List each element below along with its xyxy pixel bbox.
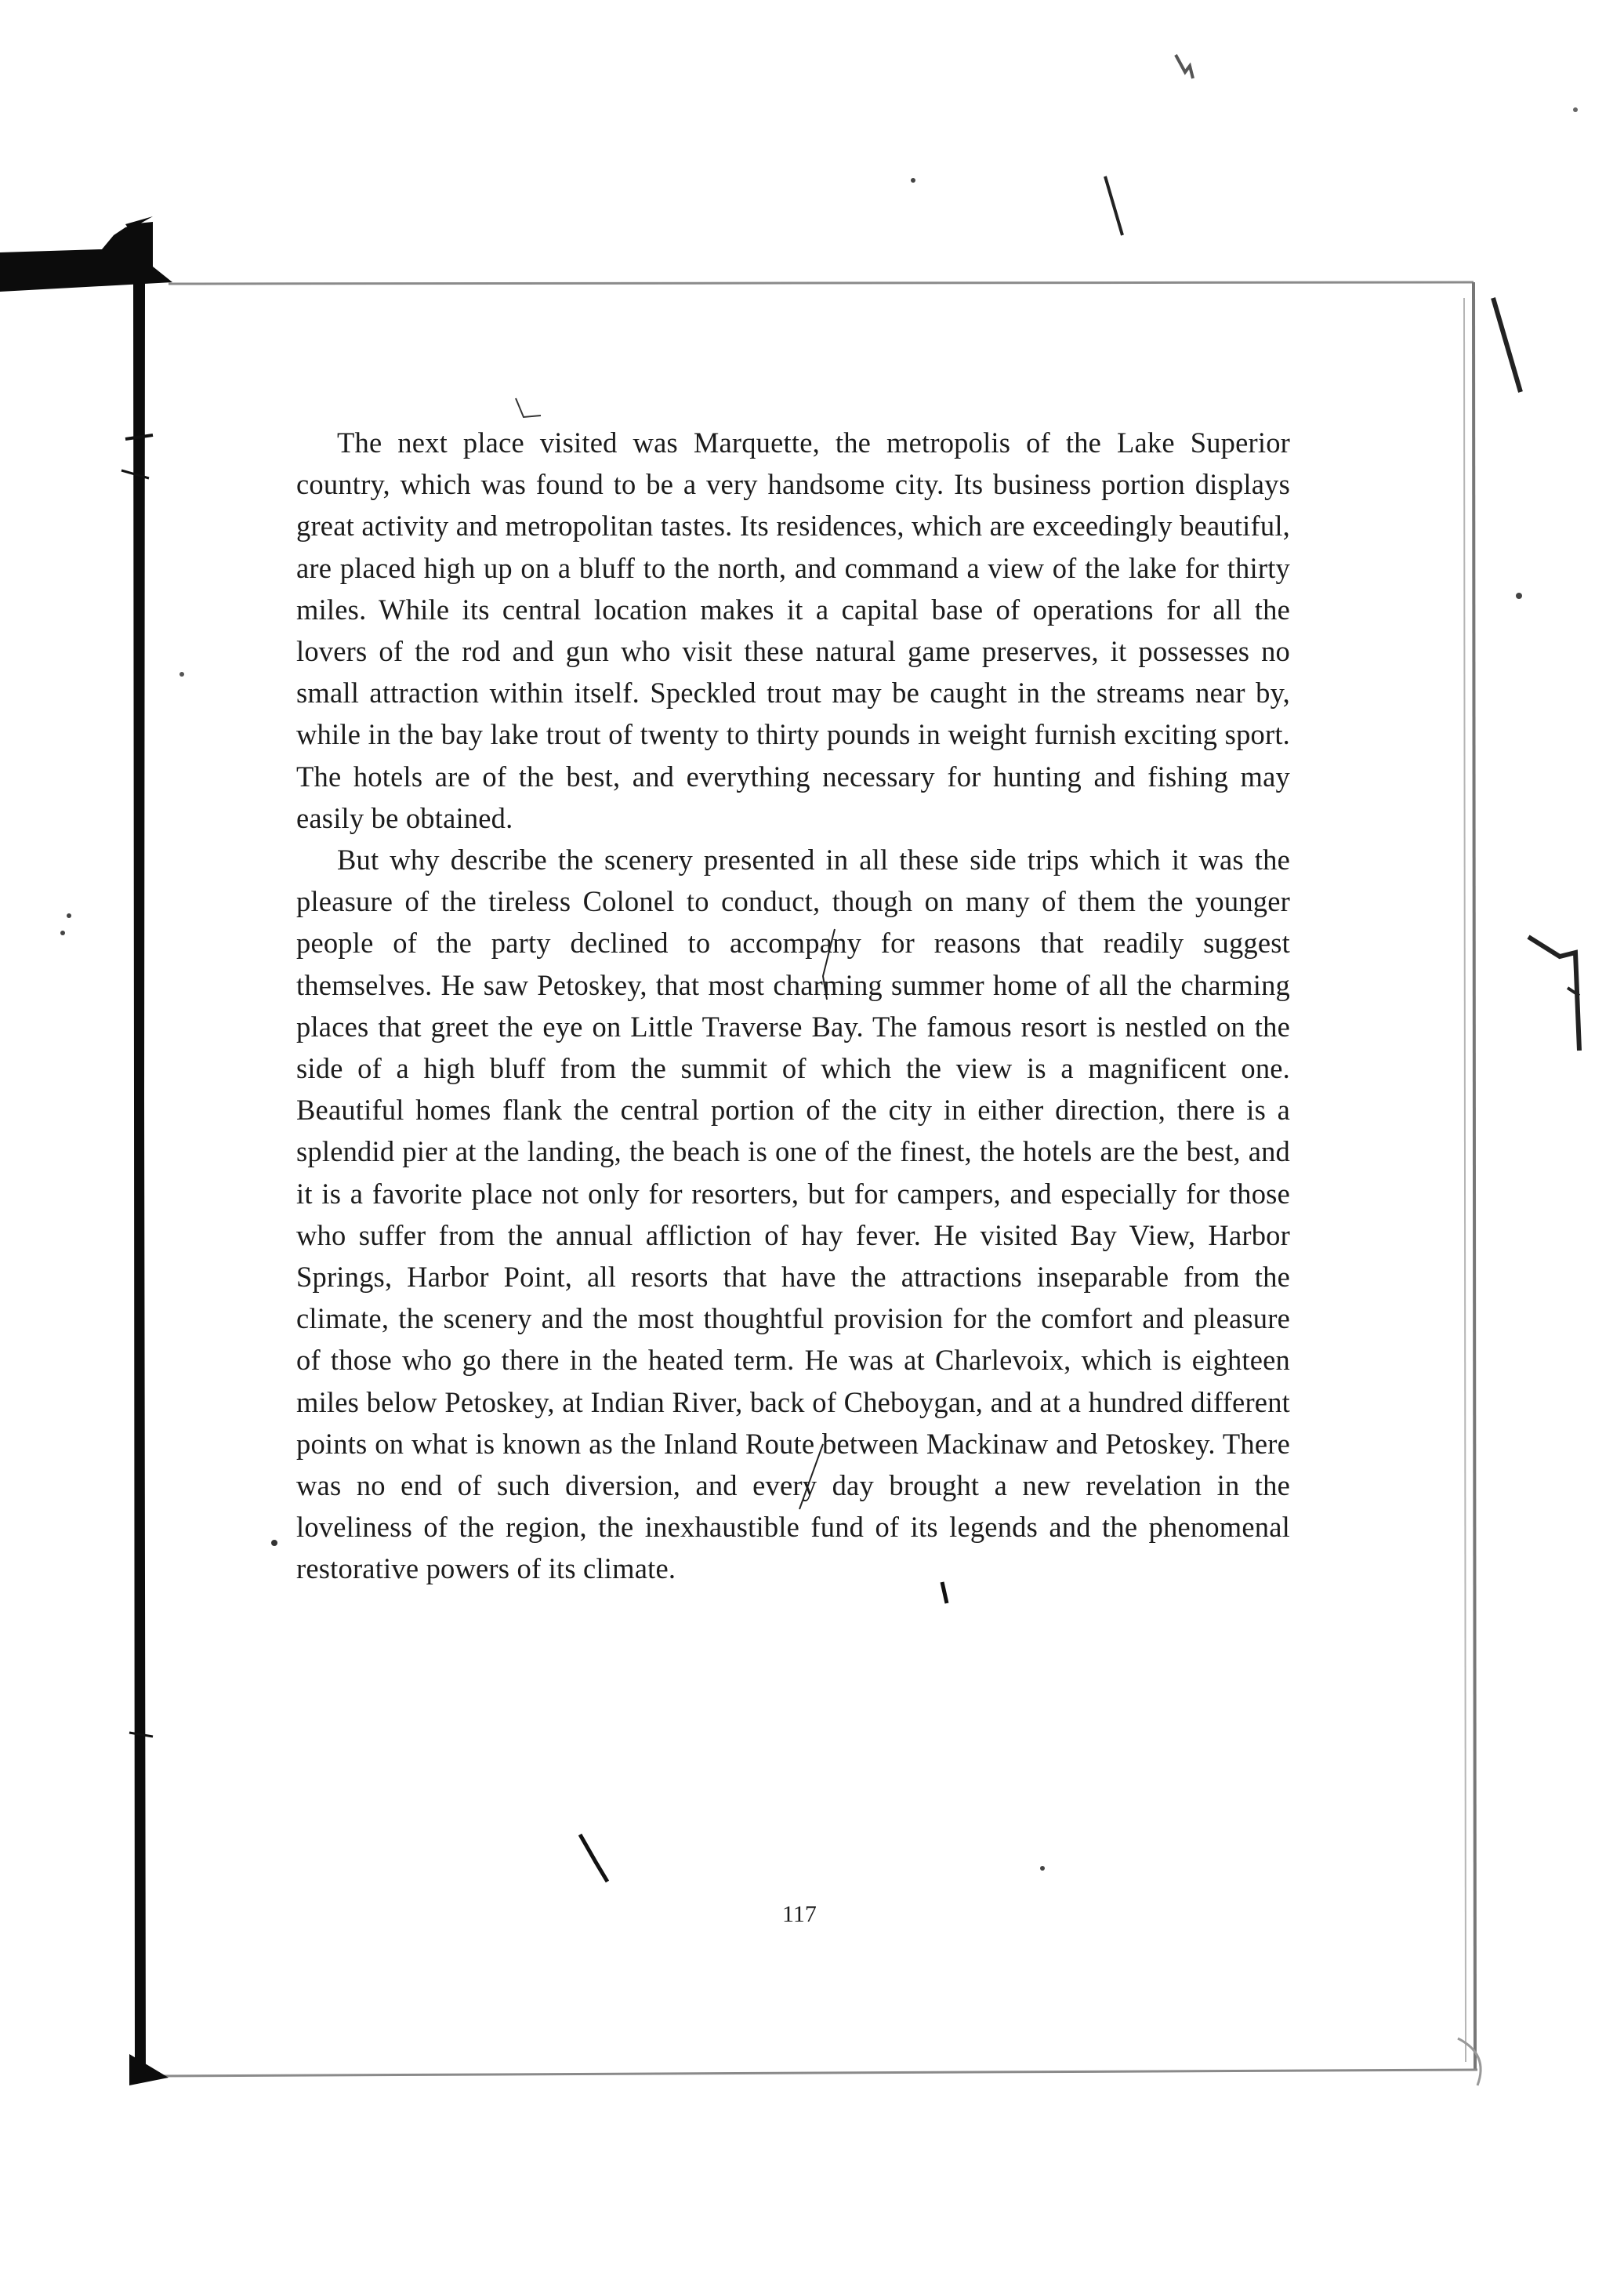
paragraph-side-trips: But why describe the scenery presented in all these side trips which it was the pleasure of the tireless Colonel to conduct, though on many of them the younger people of the party declined to accompany for reasons that readily suggest themselves. He saw Petoskey, that most charming summer home of all the charming places that greet the eye on Little Traverse Bay. The famous resort is nestled on the side of a high bluff from the summit of which the view is a magnificent one. Beautiful homes flank the central portion of the city in either direction, there is a splendid pier at the landing, the beach is one of the finest, the hotels are the best, and it is a favorite place not only for resorters, but for campers, and especially for those who suffer from the annual affliction of hay fever. He visited Bay View, Harbor Springs, Harbor Point, all resorts that have the attractions inseparable from the climate, the scenery and the most thoughtful provision for the comfort and pleasure of those who go there in the heated term. He was at Charlevoix, which is eighteen miles below Petoskey, at Indian River, back of Cheboygan, and at a hundred different points on what is known as the Inland Route between Mackinaw and Petoskey. There was no end of such diversion, and every day brought a new revelation in the loveliness of the region, the inexhaustible fund of its legends and the phenomenal restorative powers of its climate. — [296, 844, 1290, 1585]
binding-vertical — [133, 282, 146, 2070]
stray-mark-right-2 — [1528, 937, 1579, 1051]
dust-dot-4 — [67, 913, 71, 918]
page-number: 117 — [782, 1901, 817, 1927]
body-text — [296, 422, 1290, 1590]
dust-dot-2 — [911, 178, 915, 183]
dust-dot-7 — [271, 1540, 277, 1546]
binding-top-shadow — [0, 222, 172, 292]
binding-tick-1 — [125, 435, 153, 439]
pen-mark-4 — [580, 1835, 607, 1882]
page-top-edge — [169, 282, 1474, 284]
dust-dot-5 — [60, 931, 65, 935]
page-right-edge-inner — [1464, 298, 1466, 2062]
page-bottom-curl — [1458, 2038, 1481, 2085]
stray-mark-top — [1176, 55, 1193, 78]
binding-foot — [129, 2054, 169, 2085]
page-right-edge — [1474, 282, 1475, 2070]
page-bottom-edge — [161, 2070, 1477, 2076]
paragraph-marquette: The next place visited was Marquette, the metropolis of the Lake Superior country, which was found to be a very handsome city. Its business portion displays great activity and metropolitan tastes. Its residences, which are exceedingly beautiful, are placed high up on a bluff to the north, and command a view of the lake for thirty miles. While its central location makes it a capital base of operations for all the lovers of the rod and gun who visit these natural game preserves, it possesses no small attraction within itself. Speckled trout may be caught in the streams near by, while in the bay lake trout of twenty to thirty pounds in weight furnish exciting sport. The hotels are of the best, and everything necessary for hunting and fishing may easily be obtained. — [296, 426, 1290, 834]
stray-mark-slash — [1105, 176, 1122, 235]
stray-mark-right-1 — [1493, 298, 1521, 392]
dust-dot-8 — [1040, 1866, 1045, 1871]
dust-dot-1 — [1516, 593, 1522, 599]
pen-mark-1 — [516, 398, 541, 417]
dust-dot-6 — [179, 672, 184, 677]
dust-dot-3 — [1573, 107, 1578, 112]
